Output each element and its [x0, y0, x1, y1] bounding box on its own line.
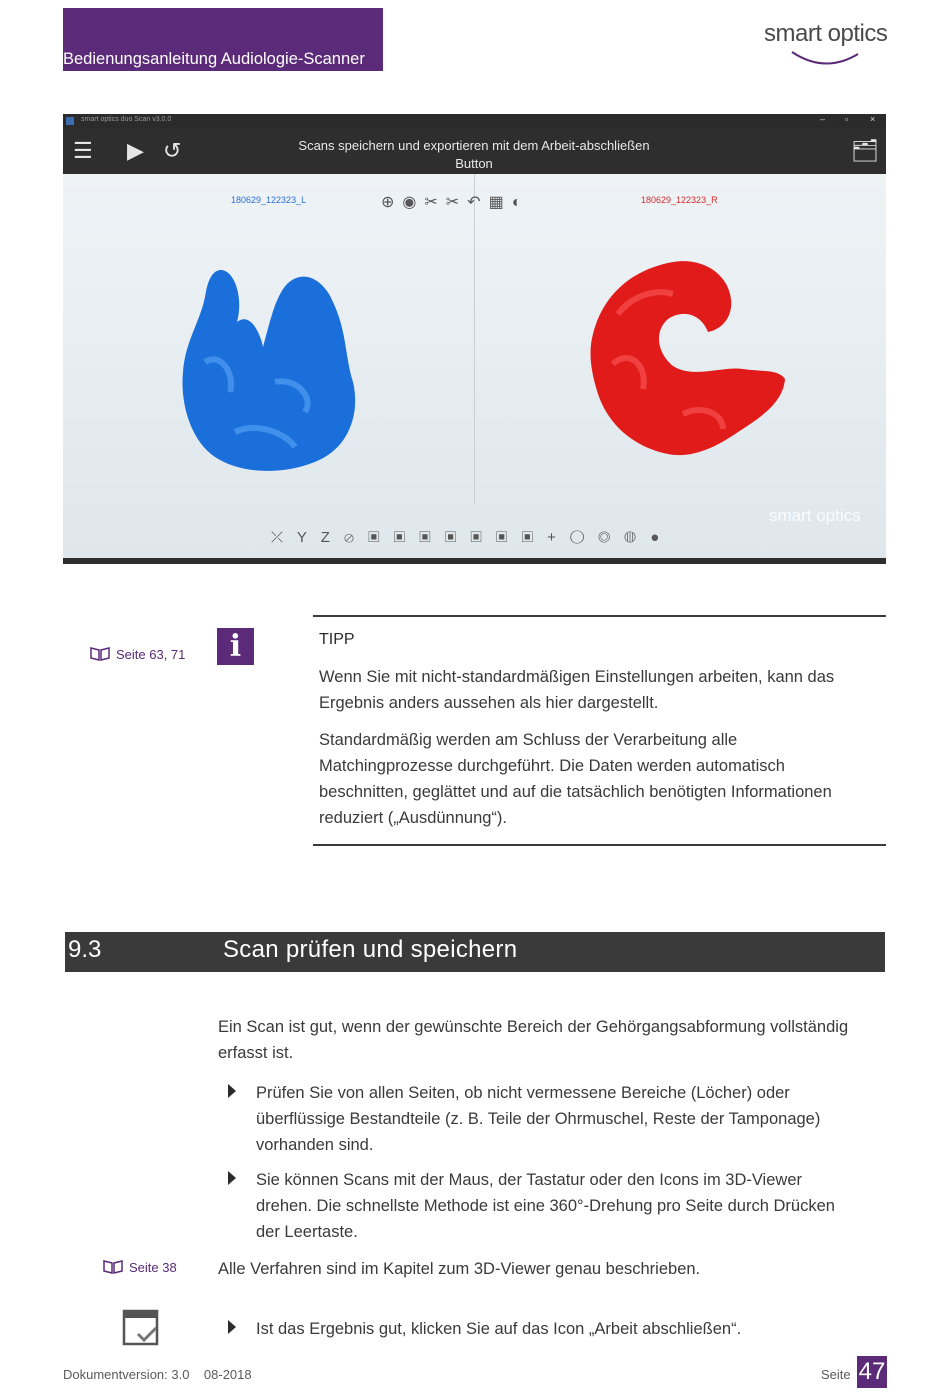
book-icon: [103, 1260, 123, 1274]
text-line: überflüssige Bestandteile (z. B. Teile der Ohrmuschel, Reste der Tamponage): [256, 1110, 821, 1128]
scan-label-right: 180629_122323_R: [641, 195, 718, 205]
app-icon: [66, 117, 74, 125]
app-screenshot: [63, 114, 886, 564]
refresh-icon[interactable]: ↺: [163, 138, 182, 163]
restore-icon[interactable]: ▫: [845, 114, 849, 124]
smart-optics-watermark: smart optics: [769, 506, 861, 525]
menu-icon[interactable]: ☰: [73, 138, 93, 163]
text-line: Sie können Scans mit der Maus, der Tastatur oder den Icons im 3D-Viewer: [256, 1171, 802, 1189]
text-line: Prüfen Sie von allen Seiten, ob nicht vermessene Bereiche (Löcher) oder: [256, 1084, 790, 1102]
finish-job-icon[interactable]: 🗂: [851, 138, 879, 163]
caption-line: Button: [455, 156, 493, 171]
text-line: Standardmäßig werden am Schluss der Verarbeitung alle: [319, 731, 738, 749]
finish-job-icon: [122, 1308, 160, 1346]
text-line: beschnitten, geglättet und auf die tatsächlich benötigten Informationen: [319, 783, 832, 801]
caption-line: Scans speichern und exportieren mit dem Arbeit-abschließen: [298, 138, 650, 153]
bullet-arrow-icon: [228, 1171, 238, 1185]
page-reference-text: Seite 63, 71: [116, 647, 186, 662]
bullet-item-2: [256, 1167, 835, 1245]
left-ear-shape: [182, 270, 355, 471]
page-number: 47: [857, 1356, 887, 1388]
text-line: erfasst ist.: [218, 1044, 294, 1062]
page-label: Seite: [821, 1367, 851, 1382]
left-ear-scan[interactable]: [175, 262, 365, 477]
text-line: der Leertaste.: [256, 1223, 358, 1241]
brand-logo: smart optics: [764, 20, 888, 47]
text-line: vorhanden sind.: [256, 1136, 374, 1154]
page-reference[interactable]: [90, 647, 185, 662]
tip-paragraph-1: [319, 664, 834, 716]
footer-doc-info: [63, 1367, 252, 1382]
close-icon[interactable]: ×: [870, 114, 876, 124]
screenshot-caption: [283, 137, 665, 173]
view-control-icons[interactable]: ⤫ Y Z ⊘ ▣ ▣ ▣ ▣ ▣ ▣ ▣ + ◯ ◎ ◍ ●: [271, 529, 665, 546]
window-title: smart optics duo Scan v3.0.0: [81, 116, 172, 123]
play-icon[interactable]: ▶: [127, 138, 144, 163]
bullet-item-1: [256, 1080, 820, 1158]
page-reference-2[interactable]: [103, 1260, 177, 1275]
brand-swoosh-icon: [790, 50, 860, 66]
scan-label-left: 180629_122323_L: [231, 195, 307, 205]
window-titlebar: [63, 114, 886, 128]
text-line: reduziert („Ausdünnung“).: [319, 809, 508, 827]
bullet-item-3: Ist das Ergebnis gut, klicken Sie auf das Icon „Arbeit abschließen“.: [256, 1320, 742, 1338]
tip-paragraph-2: [319, 727, 832, 831]
bullet-arrow-icon: [228, 1084, 238, 1098]
bullet-arrow-icon: [228, 1320, 238, 1334]
viewer-tool-icons[interactable]: ⊕◉✂✂↶▦◐: [381, 194, 530, 211]
page-reference-text: Seite 38: [129, 1260, 177, 1275]
text-line: Ein Scan ist gut, wenn der gewünschte Bereich der Gehörgangsabformung vollständig: [218, 1018, 849, 1036]
document-title: Bedienungsanleitung Audiologie-Scanner: [63, 50, 365, 68]
note-paragraph: Alle Verfahren sind im Kapitel zum 3D-Viewer genau beschrieben.: [218, 1260, 701, 1278]
text-line: Matchingprozesse durchgeführt. Die Daten werden automatisch: [319, 757, 785, 775]
tip-bottom-rule: [313, 844, 886, 846]
doc-version: Dokumentversion: 3.0: [63, 1367, 190, 1382]
text-line: drehen. Die schnellste Methode ist eine 360°-Drehung pro Seite durch Drücken: [256, 1197, 835, 1215]
tip-title: TIPP: [319, 631, 355, 648]
section-title: Scan prüfen und speichern: [223, 936, 518, 963]
section-number: 9.3: [68, 936, 102, 963]
text-line: Ergebnis anders aussehen als hier dargestellt.: [319, 694, 659, 712]
minimize-icon[interactable]: –: [820, 114, 826, 124]
info-icon: i: [217, 628, 254, 665]
screenshot-bottom-bar: [63, 558, 886, 564]
intro-paragraph: [218, 1014, 848, 1066]
text-line: Wenn Sie mit nicht-standardmäßigen Einstellungen arbeiten, kann das: [319, 668, 835, 686]
right-ear-scan[interactable]: [573, 254, 788, 464]
tip-top-rule: [313, 615, 886, 617]
doc-date: 08-2018: [203, 1367, 252, 1382]
viewport-divider: [474, 174, 475, 504]
book-icon: [90, 647, 110, 661]
